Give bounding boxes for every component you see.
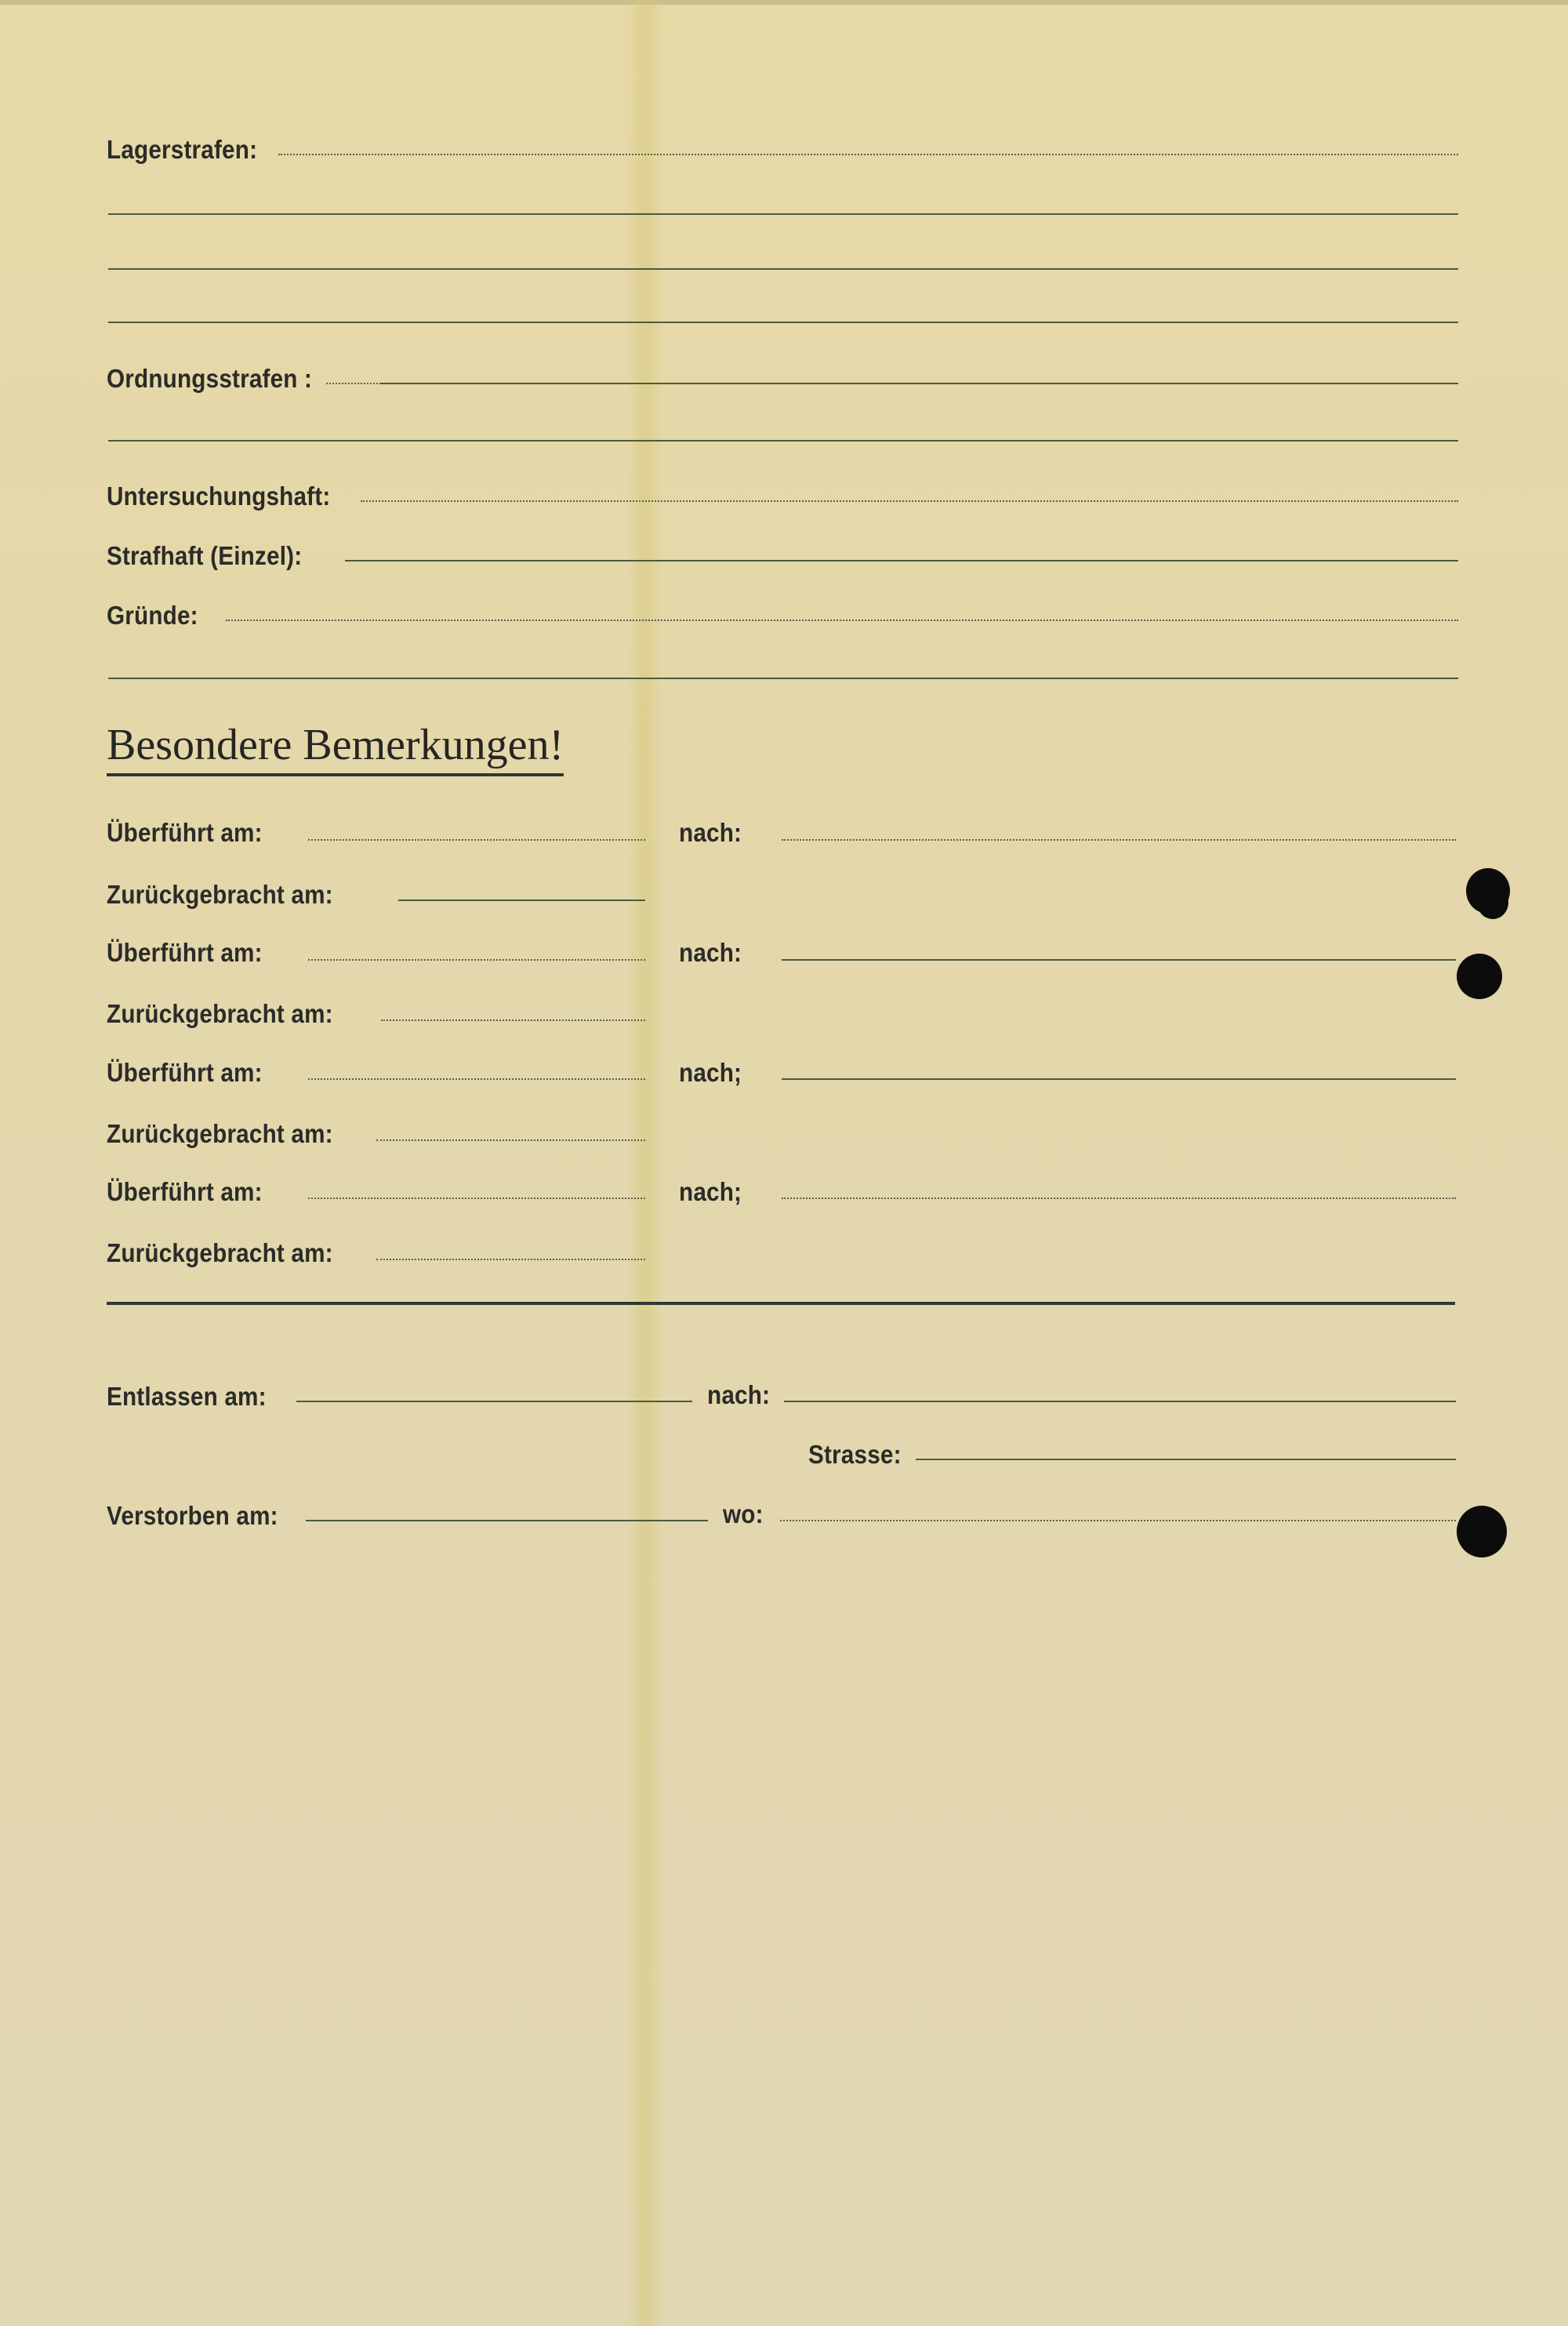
- ueberfuehrt-date-line-4[interactable]: [308, 1198, 645, 1199]
- zurueckgebracht-line-3[interactable]: [376, 1139, 645, 1141]
- zurueckgebracht-label-1: Zurückgebracht am:: [107, 880, 333, 909]
- entlassen-nach-line[interactable]: [784, 1401, 1456, 1402]
- zurueckgebracht-label-4: Zurückgebracht am:: [107, 1238, 333, 1267]
- ueberfuehrt-label-3: Überführt am:: [107, 1058, 263, 1087]
- verstorben-date-line[interactable]: [306, 1520, 708, 1521]
- ordnungsstrafen-line-2[interactable]: [108, 440, 1458, 442]
- ueberfuehrt-label-1: Überführt am:: [107, 818, 263, 847]
- ordnungsstrafen-line-1[interactable]: [380, 383, 1458, 384]
- nach-label-1: nach:: [679, 818, 742, 847]
- besondere-bemerkungen-heading: Besondere Bemerkungen!: [107, 720, 564, 776]
- entlassen-label: Entlassen am:: [107, 1382, 267, 1411]
- strafhaft-line[interactable]: [345, 560, 1458, 562]
- nach-line-2[interactable]: [782, 959, 1456, 961]
- zurueckgebracht-line-2[interactable]: [381, 1019, 645, 1021]
- strasse-label: Strasse:: [808, 1440, 902, 1469]
- lagerstrafen-line-3[interactable]: [108, 268, 1458, 270]
- wo-label: wo:: [723, 1499, 764, 1528]
- wo-line[interactable]: [780, 1520, 1456, 1521]
- zurueckgebracht-label-2: Zurückgebracht am:: [107, 999, 333, 1028]
- strafhaft-label: Strafhaft (Einzel):: [107, 541, 303, 570]
- entlassen-date-line[interactable]: [296, 1401, 692, 1402]
- zurueckgebracht-line-4[interactable]: [376, 1259, 645, 1260]
- nach-line-4[interactable]: [782, 1198, 1456, 1199]
- gruende-line-1[interactable]: [226, 620, 1458, 621]
- lagerstrafen-line-4[interactable]: [108, 322, 1458, 323]
- punch-hole-3: [1457, 1506, 1507, 1557]
- ordnungsstrafen-line-dots: [326, 383, 381, 384]
- zurueckgebracht-label-3: Zurückgebracht am:: [107, 1119, 333, 1148]
- nach-label-3: nach;: [679, 1058, 742, 1087]
- ueberfuehrt-date-line-3[interactable]: [308, 1078, 645, 1080]
- ueberfuehrt-date-line-1[interactable]: [308, 839, 645, 841]
- strasse-line[interactable]: [916, 1459, 1456, 1460]
- verstorben-label: Verstorben am:: [107, 1501, 278, 1530]
- section-divider: [107, 1302, 1455, 1305]
- untersuchungshaft-label: Untersuchungshaft:: [107, 482, 331, 511]
- lagerstrafen-line-2[interactable]: [108, 213, 1458, 215]
- nach-line-3[interactable]: [782, 1078, 1456, 1080]
- ueberfuehrt-label-4: Überführt am:: [107, 1177, 263, 1206]
- zurueckgebracht-line-1[interactable]: [398, 900, 645, 901]
- nach-line-1[interactable]: [782, 839, 1456, 841]
- paper-top-edge: [0, 0, 1568, 5]
- nach-label-4: nach;: [679, 1177, 742, 1206]
- lagerstrafen-line-1[interactable]: [278, 154, 1458, 155]
- lagerstrafen-label: Lagerstrafen:: [107, 135, 258, 164]
- entlassen-nach-label: nach:: [707, 1380, 771, 1409]
- punch-hole-1b: [1477, 886, 1508, 919]
- ueberfuehrt-label-2: Überführt am:: [107, 938, 263, 967]
- ordnungsstrafen-label: Ordnungsstrafen :: [107, 364, 313, 393]
- punch-hole-2: [1457, 954, 1502, 999]
- gruende-label: Gründe:: [107, 601, 198, 630]
- untersuchungshaft-line[interactable]: [361, 500, 1458, 502]
- nach-label-2: nach:: [679, 938, 742, 967]
- ueberfuehrt-date-line-2[interactable]: [308, 959, 645, 961]
- gruende-line-2[interactable]: [108, 678, 1458, 679]
- paper-fold: [627, 0, 663, 2326]
